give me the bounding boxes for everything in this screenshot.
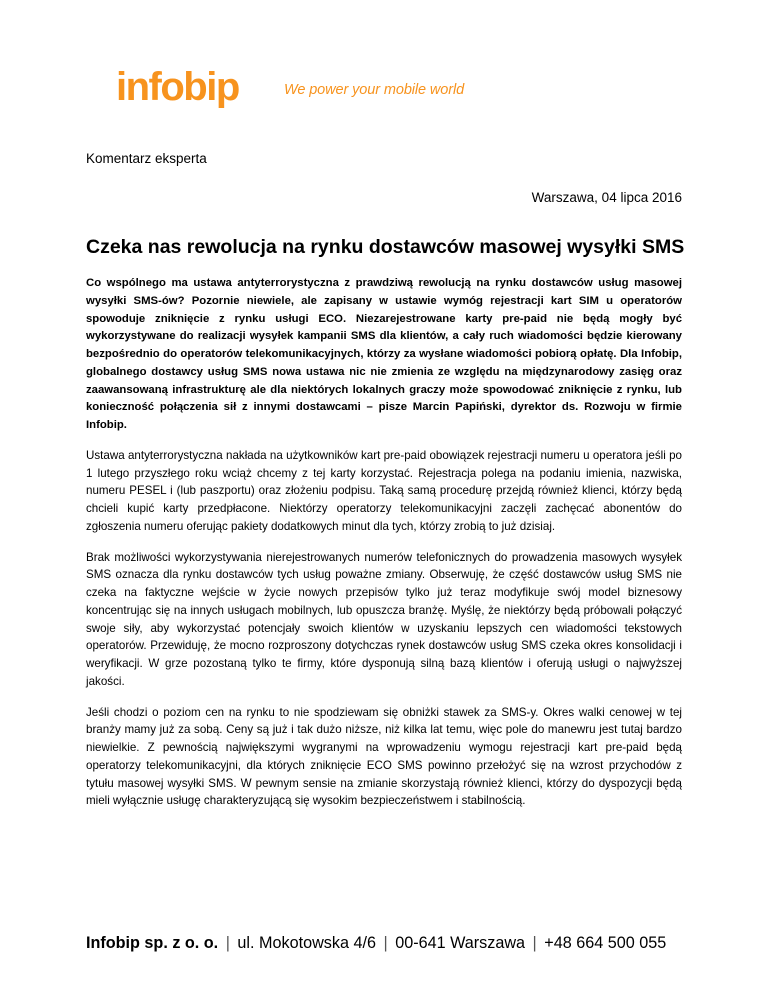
footer-separator: | — [383, 934, 388, 952]
logo-wordmark: infobip — [116, 65, 239, 108]
document-footer — [86, 934, 666, 953]
infobip-wordmark-logo-icon — [116, 62, 276, 108]
body-paragraph: Brak możliwości wykorzystywania nierejestrowanych numerów telefonicznych do prowadzenia masowych wysyłek SMS oznacza dla rynku dostawców tych usług poważne zmiany. Obserwuję, że część dostawców usług SMS nie czeka na faktyczne wejście w życie nowych przepisów tylko już teraz modyfikuje swój model biznesowy koncentrując się na innych usługach mobilnych, lub opuszcza branżę. Myślę, że niektórzy będą próbowali połączyć swoje siły, aby wykorzystać potencjały swoich klientów w uzyskaniu lepszych cen wiadomości tekstowych operatorów. Przewiduję, że mocno rozproszony dotychczas rynek dostawców usług SMS czeka okres konsolidacji i weryfikacji. W grze pozostaną tylko te firmy, które dysponują silną bazą klientów i oferują usługi o najwyższej jakości. — [86, 550, 682, 688]
infobip-logo — [116, 62, 276, 108]
footer-address: ul. Mokotowska 4/6 — [237, 934, 376, 952]
lead-paragraph: Co wspólnego ma ustawa antyterrorystyczna z prawdziwą rewolucją na rynku dostawców usług masowej wysyłki SMS-ów? Pozornie niewiele, ale zapisany w ustawie wymóg rejestracji kart SIM u operatorów spowoduje zniknięcie z rynku usługi ECO. Niezarejestrowane karty pre-paid nie będą mogły być wykorzystywane do realizacji wysyłek kampanii SMS dla klientów, a cały ruch wiadomości będzie kierowany bezpośrednio do operatorów telekomunikacyjnych, którzy za wysłane wiadomości pobiorą opłatę. Dla Infobip, globalnego dostawcy usług SMS nowa ustawa nic nie zmienia ze względu na międzynarodowy zasięg oraz zaawansowaną infrastrukturę ale dla niektórych lokalnych graczy może spowodować zniknięcie z rynku, lub konieczność połączenia sił z innymi dostawcami – pisze Marcin Papiński, dyrektor ds. Rozwoju w firmie Infobip. — [86, 277, 682, 431]
brand-tagline: We power your mobile world — [284, 82, 465, 98]
footer-company: Infobip sp. z o. o. — [86, 934, 219, 952]
footer-separator: | — [225, 934, 230, 952]
document-title: Czeka nas rewolucja na rynku dostawców masowej wysyłki SMS — [86, 236, 685, 258]
document-label: Komentarz eksperta — [86, 151, 207, 166]
footer-postal: 00-641 Warszawa — [395, 934, 526, 952]
body-paragraph: Jeśli chodzi o poziom cen na rynku to nie spodziewam się obniżki stawek za SMS-y. Okres walki cenowej w tej branży mamy już za sobą. Ceny są już i tak dużo niższe, niż kilka lat temu, więc pole do manewru jest tutaj bardzo niewielkie. Z pewnością największymi wygranymi na wprowadzeniu wymogu rejestracji kart pre-paid będą operatorzy telekomunikacyjni, dla których zniknięcie ECO SMS powinno przełożyć się na wzrost przychodów z tytułu masowej wysyłki SMS. W pewnym sensie na zmianie skorzystają również klienci, którzy do dyspozycji będą mieli wyłącznie usługę charakteryzującą się wysokim bezpieczeństwem i stabilnością. — [86, 705, 682, 808]
footer-separator: | — [532, 934, 537, 952]
document-body — [86, 275, 682, 823]
document-dateline: Warszawa, 04 lipca 2016 — [531, 190, 682, 205]
body-paragraph: Ustawa antyterrorystyczna nakłada na użytkowników kart pre-paid obowiązek rejestracji numeru u operatora jeśli po 1 lutego przyszłego roku wciąż chcemy z tej karty korzystać. Rejestracja polega na podaniu imienia, nazwiska, numeru PESEL i (lub paszportu) oraz złożeniu podpisu. Taką samą procedurę przejdą również klienci, którzy będą chcieli kupić karty przedpłacone. Niektórzy operatorzy telekomunikacyjni zaczęli zachęcać abonentów do zgłoszenia numeru oferując pakiety dodatkowych minut dla tych, którzy zrobią to już dzisiaj. — [86, 448, 682, 533]
footer-phone: +48 664 500 055 — [544, 934, 667, 952]
